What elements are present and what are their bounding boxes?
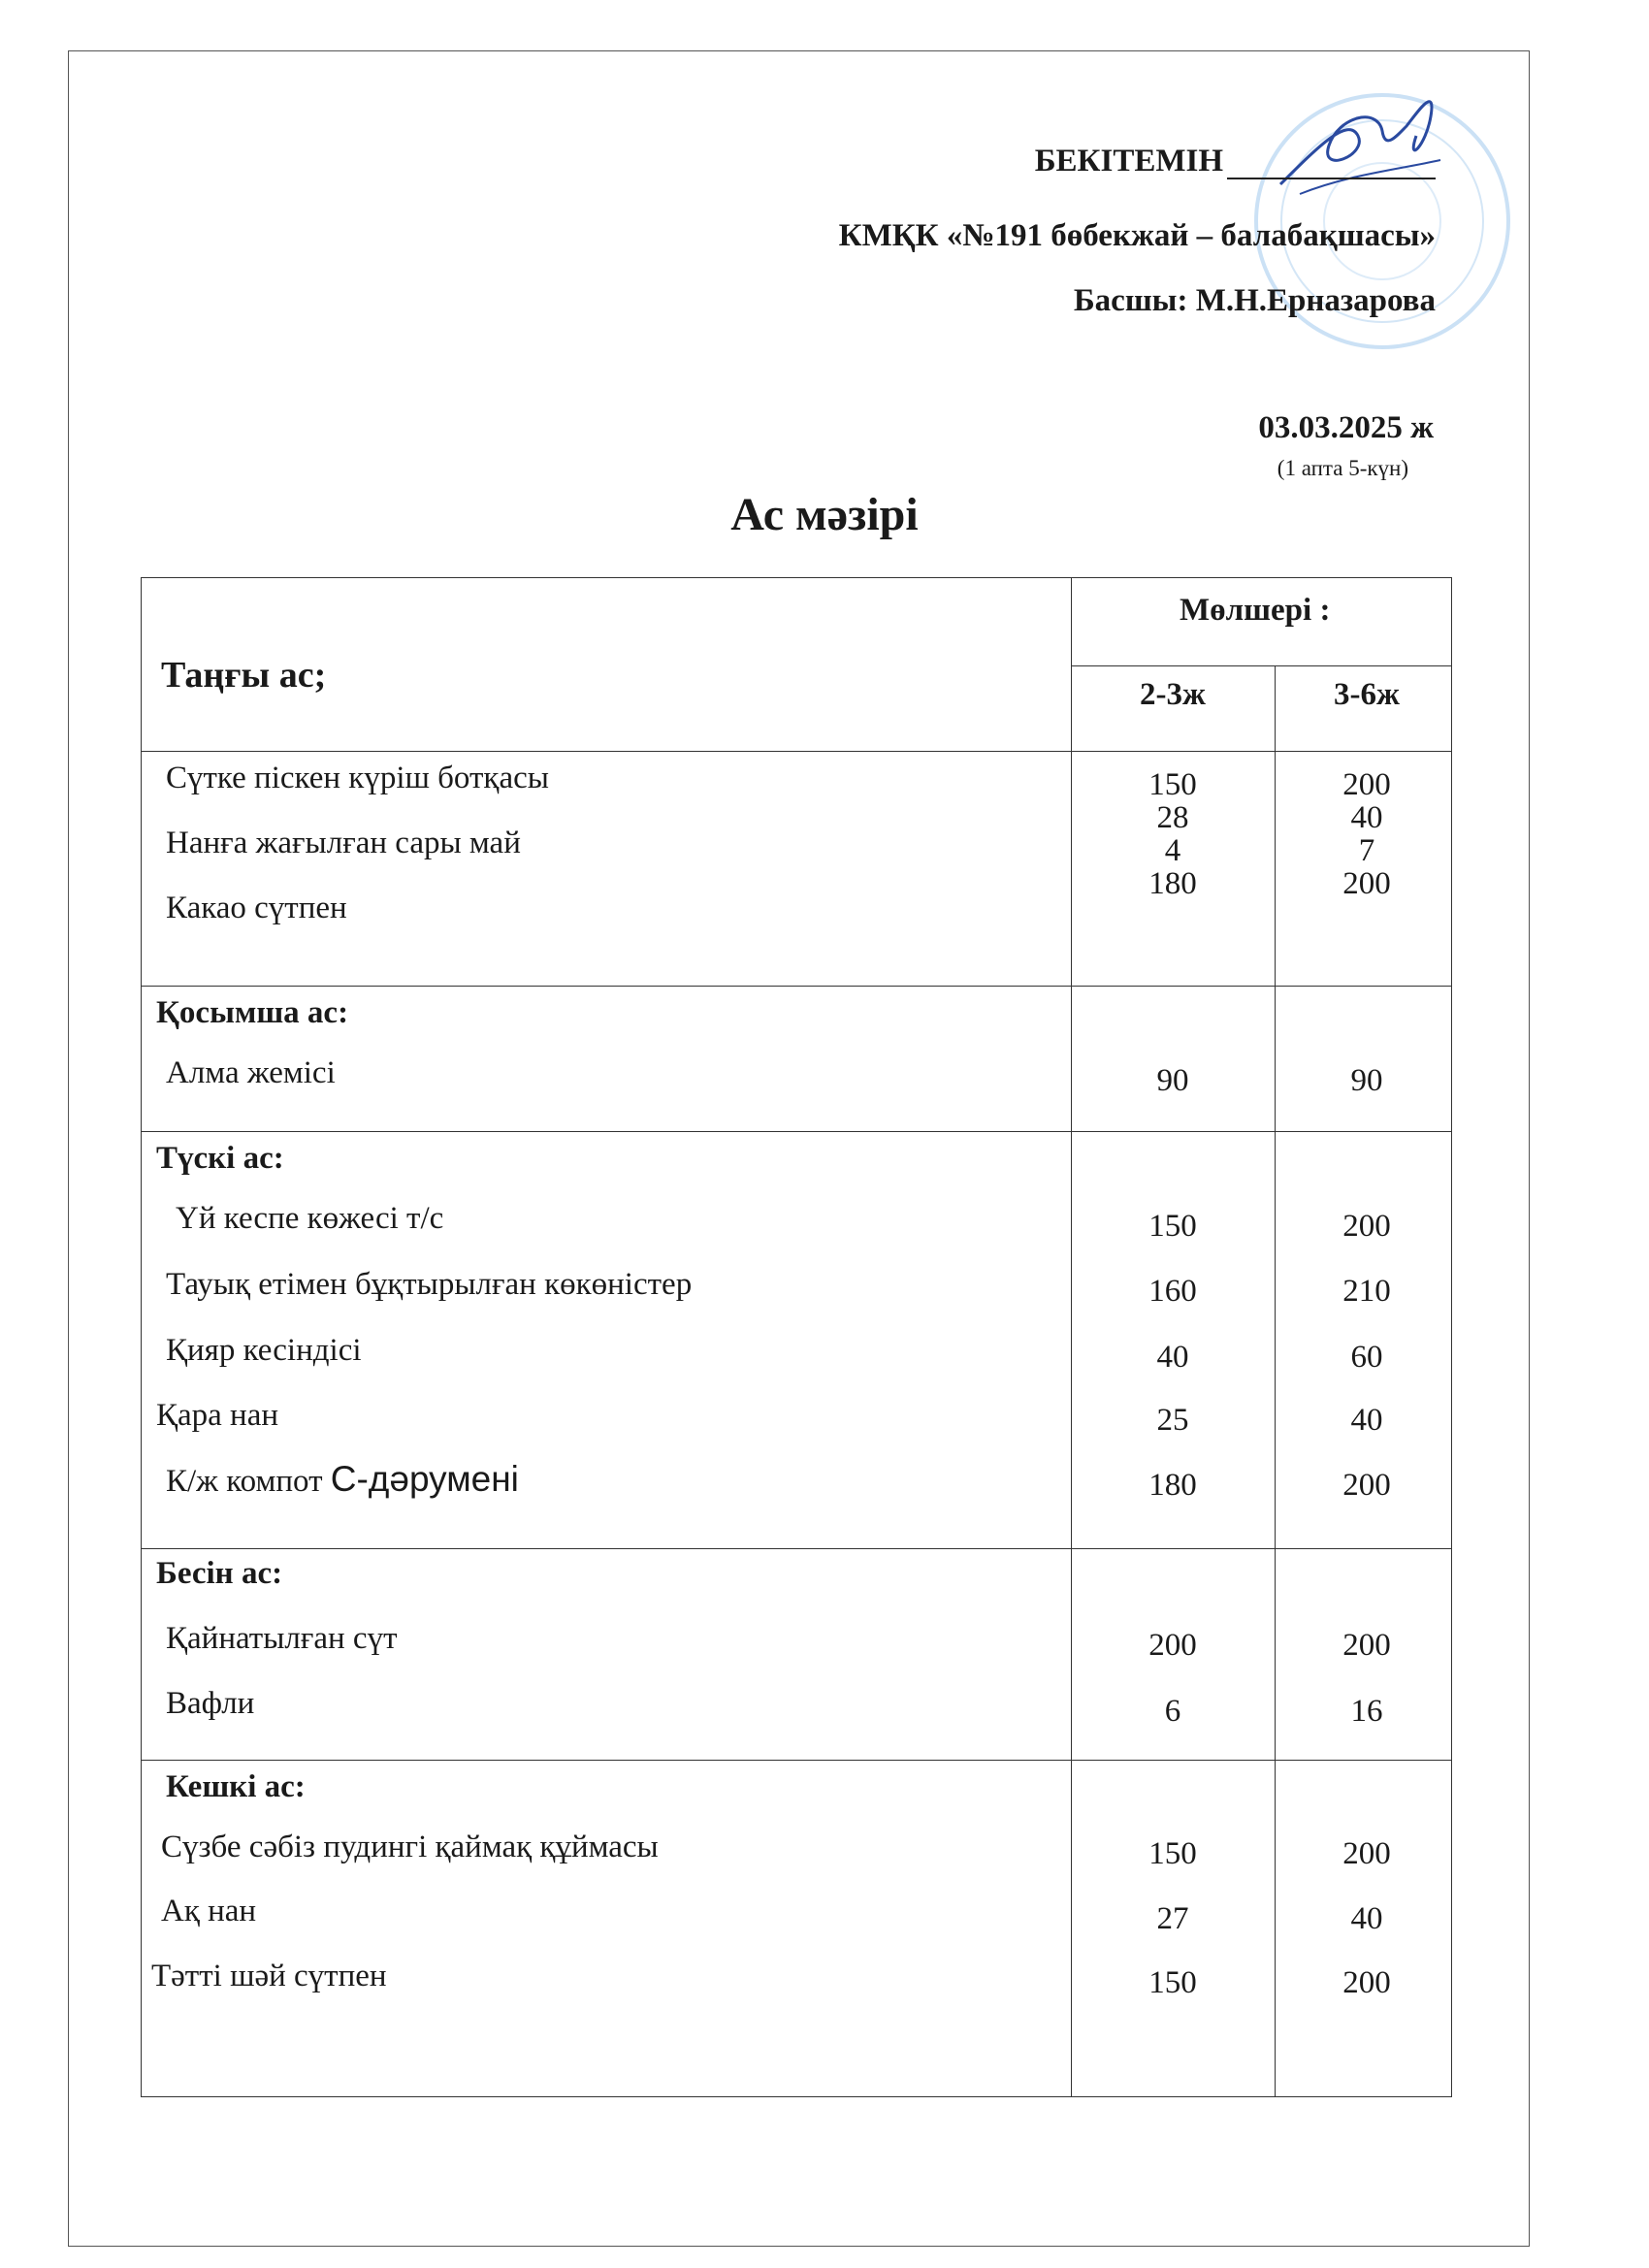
dinner-amount-3-6: 200 bbox=[1342, 1836, 1391, 1871]
lunch-amount-3-6: 200 bbox=[1342, 1209, 1391, 1244]
amount-header: Мөлшері : bbox=[1180, 593, 1331, 628]
afternoon-amount-2-3: 6 bbox=[1164, 1694, 1181, 1729]
lunch-amount-2-3: 150 bbox=[1148, 1209, 1197, 1244]
dinner-item: Сүзбе сәбіз пудингі қаймақ құймасы bbox=[161, 1830, 659, 1864]
afternoon-heading: Бесін ас: bbox=[156, 1556, 283, 1591]
breakfast-item: Нанға жағылған сары май bbox=[166, 826, 521, 860]
row-divider bbox=[142, 1131, 1451, 1132]
approve-label: БЕКІТЕМІН bbox=[1035, 144, 1436, 179]
lunch-amount-2-3: 40 bbox=[1156, 1340, 1189, 1375]
lunch-amount-2-3: 25 bbox=[1156, 1403, 1189, 1438]
lunch-amount-2-3: 180 bbox=[1148, 1468, 1197, 1503]
dinner-item: Тәтті шәй сүтпен bbox=[151, 1959, 387, 1993]
breakfast-item: Какао сүтпен bbox=[166, 891, 347, 925]
afternoon-amount-3-6: 16 bbox=[1350, 1694, 1383, 1729]
breakfast-heading: Таңғы ас; bbox=[161, 655, 327, 696]
signature-line bbox=[1227, 148, 1436, 179]
lunch-amount-3-6: 60 bbox=[1350, 1340, 1383, 1375]
lunch-amount-2-3: 160 bbox=[1148, 1274, 1197, 1309]
snack-amount-3-6: 90 bbox=[1350, 1063, 1383, 1098]
row-divider bbox=[142, 751, 1451, 752]
lunch-heading: Түскі ас: bbox=[156, 1141, 284, 1176]
dinner-amount-3-6: 40 bbox=[1350, 1901, 1383, 1936]
row-divider bbox=[142, 1760, 1451, 1761]
snack-amount-2-3: 90 bbox=[1156, 1063, 1189, 1098]
dinner-amount-2-3: 150 bbox=[1148, 1965, 1197, 2000]
age-group-3-6: 3-6ж bbox=[1334, 677, 1400, 712]
dinner-amount-2-3: 150 bbox=[1148, 1836, 1197, 1871]
dinner-item: Ақ нан bbox=[161, 1894, 257, 1928]
head-name: Басшы: М.Н.Ерназарова bbox=[1073, 283, 1436, 318]
breakfast-amounts-3-6: 200 40 7 200 bbox=[1342, 767, 1391, 901]
row-divider bbox=[142, 1548, 1451, 1549]
row-divider bbox=[142, 986, 1451, 987]
breakfast-item: Сүтке піскен күріш ботқасы bbox=[166, 761, 549, 795]
lunch-amount-3-6: 200 bbox=[1342, 1468, 1391, 1503]
lunch-item: Қияр кесіндісі bbox=[166, 1333, 362, 1368]
dinner-amount-2-3: 27 bbox=[1156, 1901, 1189, 1936]
lunch-item: К/ж компот С-дәрумені bbox=[166, 1459, 519, 1499]
page-title: Ас мәзірі bbox=[730, 489, 919, 540]
afternoon-item: Қайнатылған сүт bbox=[166, 1621, 398, 1656]
breakfast-amounts-2-3: 150 28 4 180 bbox=[1148, 767, 1197, 901]
lunch-item: Қара нан bbox=[156, 1398, 279, 1433]
age-group-2-3: 2-3ж bbox=[1140, 677, 1206, 712]
menu-table bbox=[141, 577, 1452, 2097]
snack-item: Алма жемісі bbox=[166, 1055, 336, 1090]
dinner-amount-3-6: 200 bbox=[1342, 1965, 1391, 2000]
row-divider bbox=[1071, 665, 1451, 666]
snack-heading: Қосымша ас: bbox=[156, 995, 349, 1030]
afternoon-amount-2-3: 200 bbox=[1148, 1628, 1197, 1663]
lunch-item: Тауық етімен бұқтырылған көкөністер bbox=[166, 1267, 693, 1302]
dinner-heading: Кешкі ас: bbox=[166, 1769, 306, 1804]
afternoon-item: Вафли bbox=[166, 1686, 255, 1721]
organization-name: КМҚК «№191 бөбекжай – балабақшасы» bbox=[838, 218, 1436, 253]
lunch-amount-3-6: 40 bbox=[1350, 1403, 1383, 1438]
afternoon-amount-3-6: 200 bbox=[1342, 1628, 1391, 1663]
lunch-item: Үй кеспе көжесі т/с bbox=[176, 1201, 444, 1236]
lunch-amount-3-6: 210 bbox=[1342, 1274, 1391, 1309]
menu-date: 03.03.2025 ж bbox=[1258, 410, 1434, 445]
col-divider bbox=[1071, 578, 1072, 2096]
week-day: (1 апта 5-күн) bbox=[1277, 456, 1408, 480]
